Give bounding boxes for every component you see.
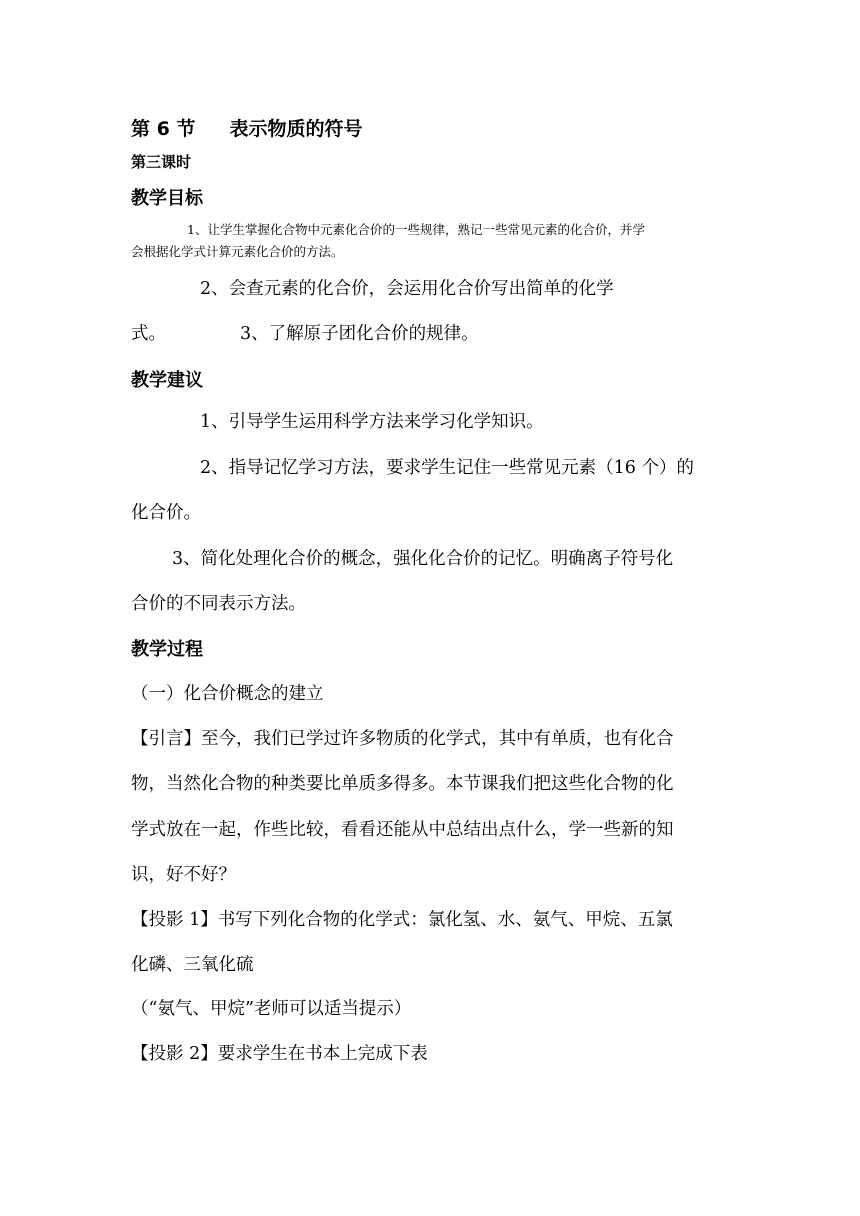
intro-line-1: 【引言】至今，我们已学过许多物质的化学式，其中有单质，也有化合 [131,729,674,749]
projection-1-line-1: 【投影 1】书写下列化合物的化学式：氯化氢、水、氨气、甲烷、五氯 [131,910,673,930]
section-title [131,114,362,141]
objective-1-line-1: 1、让学生掌握化合物中元素化合价的一些规律，熟记一些常见元素的化合价，并学 [187,222,645,237]
lesson-label: 第三课时 [131,153,192,171]
suggestions-heading: 教学建议 [131,370,203,391]
section-name: 表示物质的符号 [229,118,363,140]
suggestion-1: 1、引导学生运用科学方法来学习化学知识。 [200,412,544,432]
teacher-hint: （“氨气、甲烷”老师可以适当提示） [131,999,412,1019]
objective-2-line-2: 式。 [131,324,166,344]
process-heading: 教学过程 [131,639,203,660]
intro-line-2: 物，当然化合物的种类要比单质多得多。本节课我们把这些化合物的化 [131,774,674,794]
intro-line-3: 学式放在一起，作些比较，看看还能从中总结出点什么，学一些新的知 [131,820,674,840]
suggestion-2-line-2: 化合价。 [131,503,201,523]
section-number: 第 6 节 [131,118,196,140]
objective-1-line-2: 会根据化学式计算元素化合价的方法。 [131,244,344,259]
suggestion-3-line-2: 合价的不同表示方法。 [131,594,306,614]
suggestion-2-line-1: 2、指导记忆学习方法，要求学生记住一些常见元素（16 个）的 [200,458,694,478]
process-part-1: （一）化合价概念的建立 [131,684,324,704]
projection-1-line-2: 化磷、三氧化硫 [131,955,254,975]
suggestion-3-line-1: 3、简化处理化合价的概念，强化化合价的记忆。明确离子符号化 [172,549,674,569]
objectives-heading: 教学目标 [131,188,203,209]
objective-2-line-1: 2、会查元素的化合价，会运用化合价写出简单的化学 [200,279,614,299]
projection-2: 【投影 2】要求学生在书本上完成下表 [131,1044,428,1064]
objective-3: 3、了解原子团化合价的规律。 [240,324,479,344]
intro-line-4: 识，好不好？ [131,865,236,885]
